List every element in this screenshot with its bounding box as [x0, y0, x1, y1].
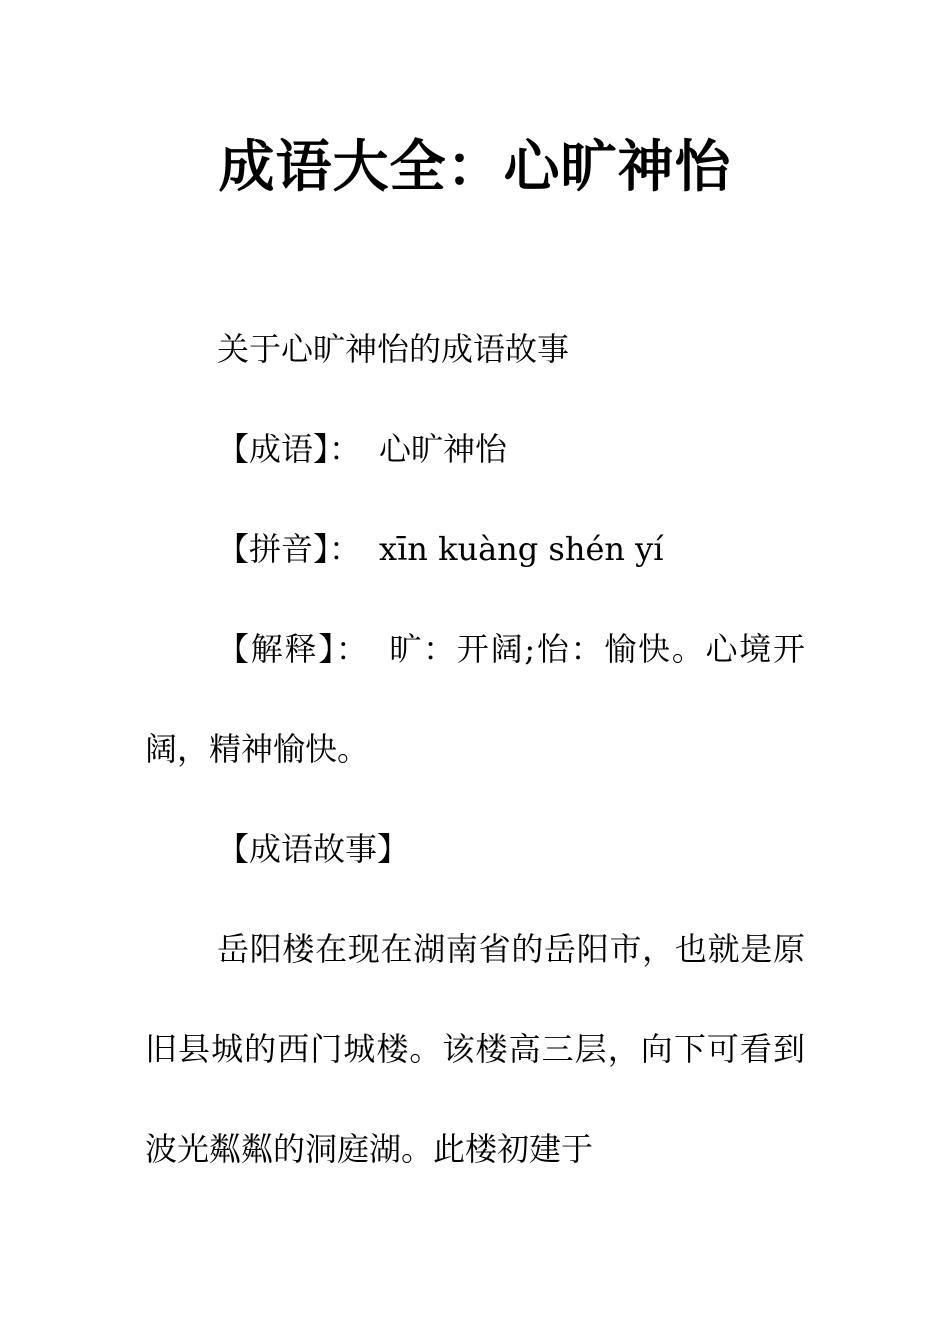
pinyin-label: 【拼音】： [217, 530, 362, 568]
page-title: 成语大全：心旷神怡 [218, 135, 732, 200]
idiom-value: 心旷神怡 [379, 430, 508, 468]
explanation-value: 旷：开阔;怡：愉快。心境开阔，精神愉快。 [145, 630, 805, 768]
explanation-label: 【解释】： [217, 630, 370, 668]
idiom-row [145, 399, 805, 499]
explanation-row [145, 599, 805, 799]
story-heading: 【成语故事】 [217, 830, 410, 868]
intro-paragraph: 关于心旷神怡的成语故事 [217, 330, 570, 368]
document-body [145, 299, 805, 1199]
pinyin-value: xīn kuàng shén yí [379, 530, 664, 568]
pinyin-row [145, 499, 805, 599]
story-paragraph: 岳阳楼在现在湖南省的岳阳市，也就是原旧县城的西门城楼。该楼高三层，向下可看到波光粼粼的洞庭湖。此楼初建于 [145, 930, 805, 1168]
idiom-label: 【成语】： [217, 430, 362, 468]
